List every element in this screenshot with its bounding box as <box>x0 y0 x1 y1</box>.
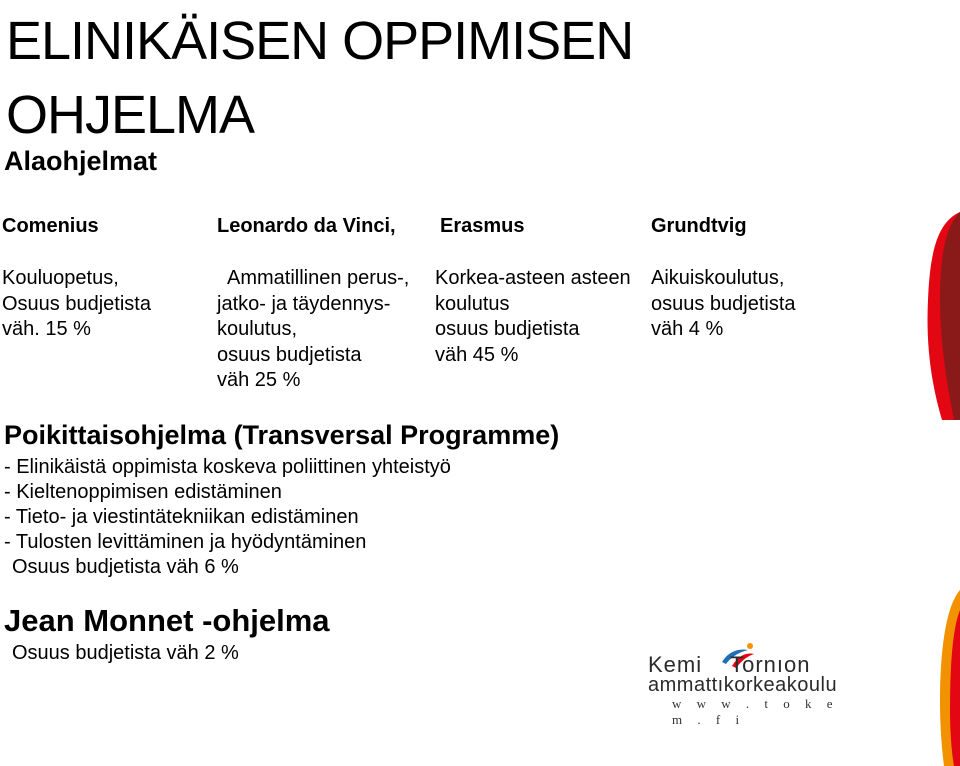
slide-subtitle: Alaohjelmat <box>4 146 158 176</box>
program-heading-erasmus: Erasmus <box>440 215 525 237</box>
tokem-logo <box>642 640 862 727</box>
transversal-list <box>4 455 451 580</box>
program-description-leonardo: Ammatillinen perus-, jatko- ja täydennys- koulutus, osuus budjetista väh 25 % <box>217 267 410 391</box>
program-heading-grundtvig: Grundtvig <box>651 215 747 237</box>
program-description-erasmus: Korkea-asteen asteen koulutus osuus budjetista väh 45 % <box>435 267 631 366</box>
program-heading-leonardo: Leonardo da Vinci, <box>217 215 396 237</box>
program-heading-comenius: Comenius <box>2 215 99 237</box>
decorative-wave-bottom-right <box>900 590 960 766</box>
logo-word-kemi: Kemi <box>648 652 703 677</box>
jean-monnet-title: Jean Monnet -ohjelma <box>4 603 330 638</box>
transversal-item: - Tulosten levittäminen ja hyödyntäminen <box>4 531 367 553</box>
jean-monnet-share: Osuus budjetista väh 2 % <box>12 642 239 664</box>
program-description-grundtvig: Aikuiskoulutus, osuus budjetista väh 4 % <box>651 267 796 340</box>
logo-word-tornio: Tornıon <box>730 652 811 677</box>
program-description-comenius: Kouluopetus, Osuus budjetista väh. 15 % <box>2 267 151 340</box>
transversal-item: - Tieto- ja viestintätekniikan edistäminen <box>4 506 359 528</box>
transversal-item: - Elinikäistä oppimista koskeva poliittinen yhteistyö <box>4 456 451 478</box>
slide-title: ELINIKÄISEN OPPIMISEN OHJELMA <box>6 11 634 145</box>
logo-line-two: ammattıkorkeakoulu <box>648 674 838 696</box>
transversal-item: - Kieltenoppimisen edistäminen <box>4 481 282 503</box>
logo-url: w w w . t o k e m . f i <box>672 696 839 727</box>
decorative-wave-top-right <box>900 0 960 420</box>
transversal-title: Poikittaisohjelma (Transversal Programme) <box>4 420 560 450</box>
transversal-share: Osuus budjetista väh 6 % <box>12 556 239 578</box>
